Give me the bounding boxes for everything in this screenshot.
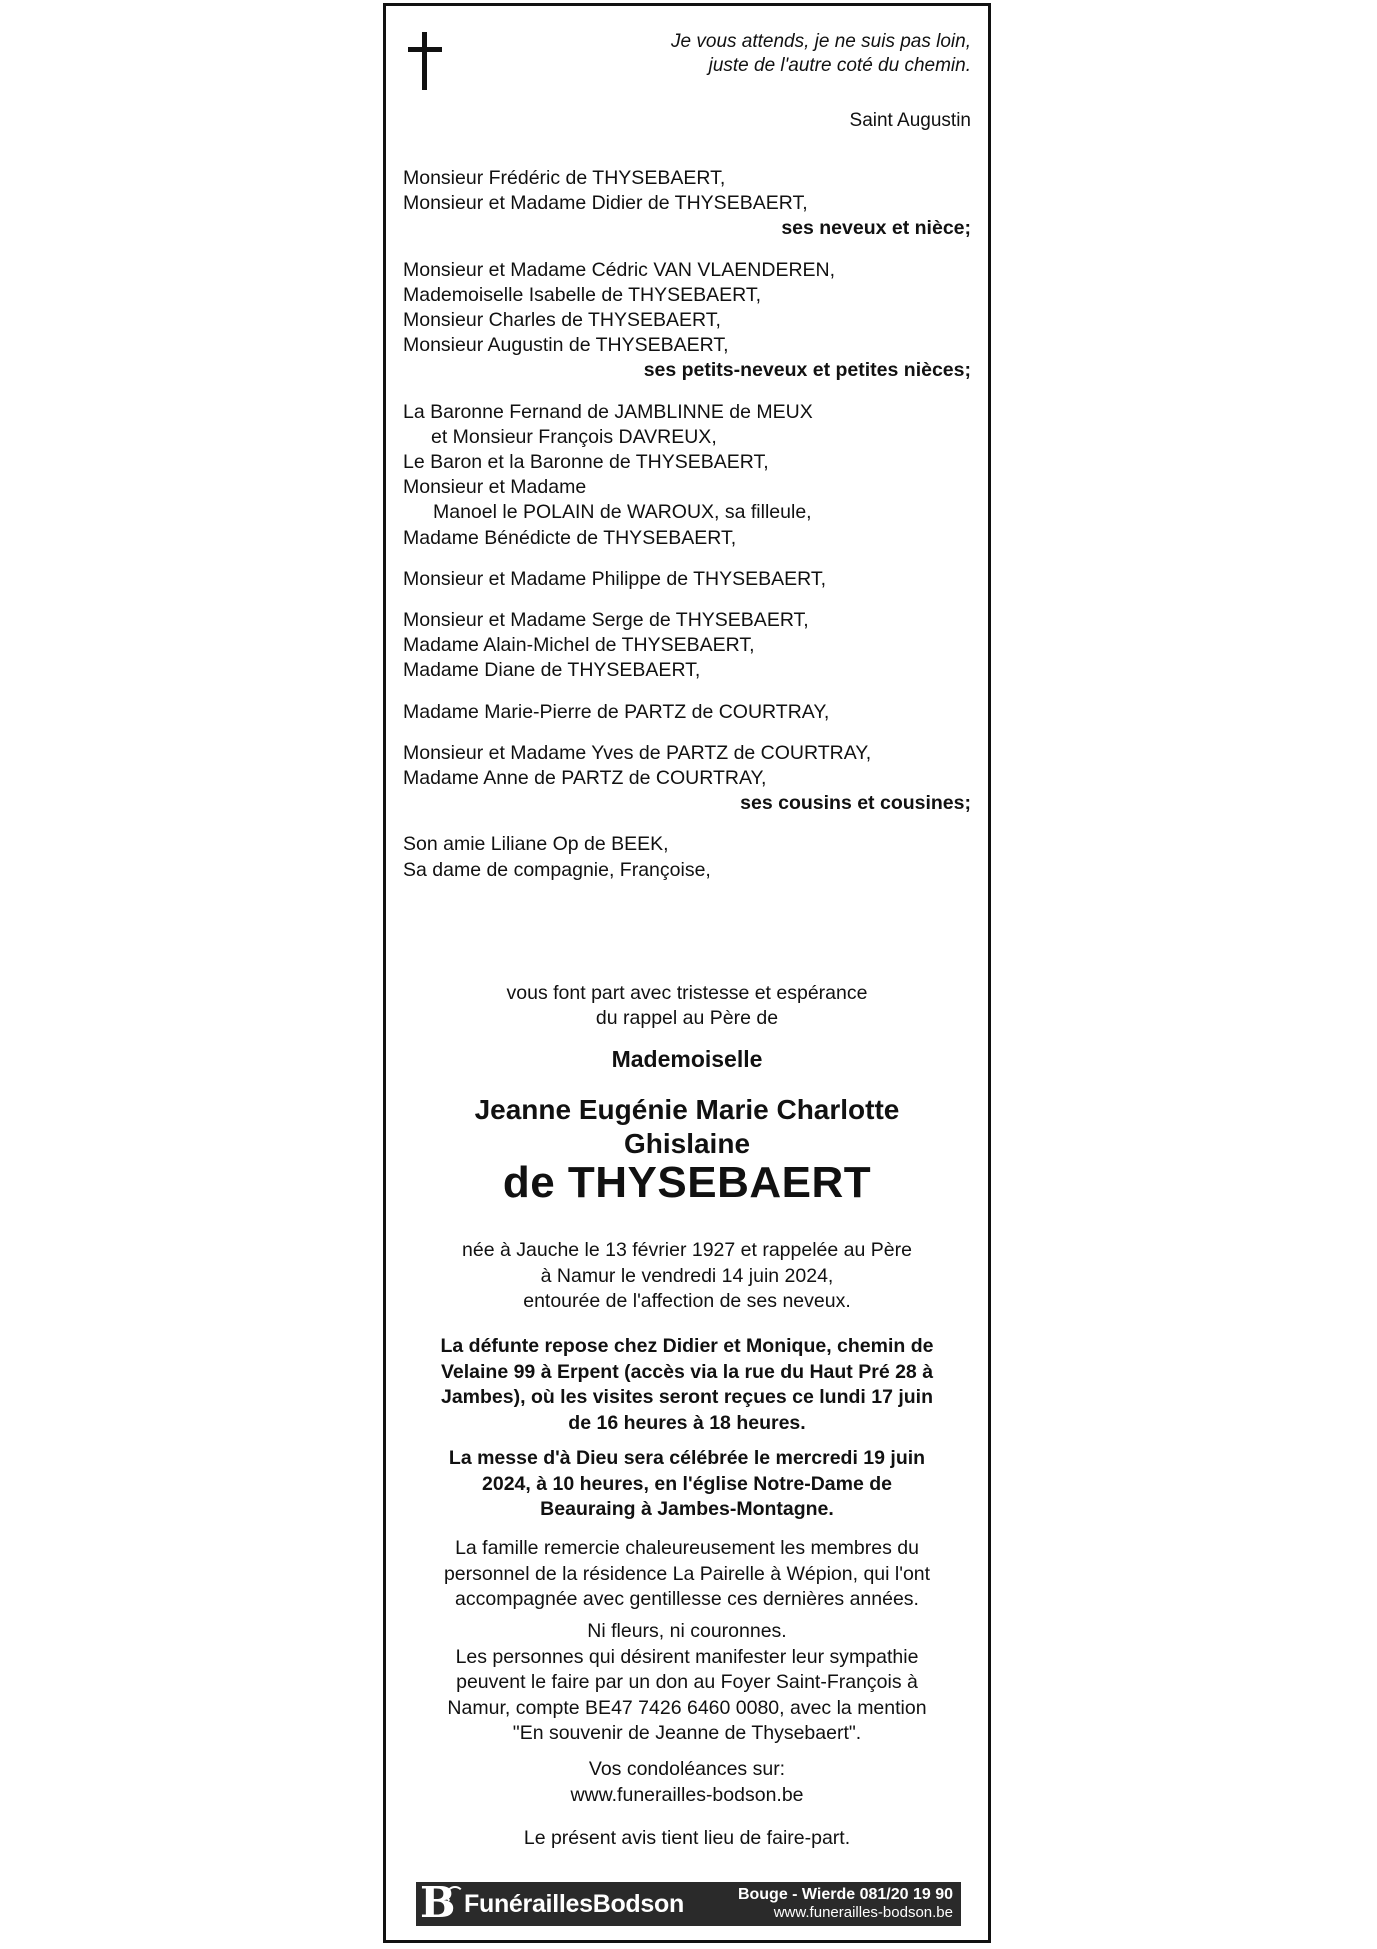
- family-group-grandnephews: [403, 258, 971, 384]
- relationship-label: ses neveux et nièce;: [781, 217, 971, 240]
- family-member: Madame Marie-Pierre de PARTZ de COURTRAY,: [403, 700, 830, 723]
- birth-death-info: [400, 1238, 974, 1315]
- family-member: et Monsieur François DAVREUX,: [431, 425, 717, 448]
- family-member: Monsieur et Madame Didier de THYSEBAERT,: [403, 192, 808, 215]
- family-member: Monsieur et Madame Yves de PARTZ de COURTRAY,: [403, 741, 872, 764]
- text-line: 2024, à 10 heures, en l'église Notre-Dame de: [482, 1472, 892, 1495]
- announcement-text: [400, 981, 974, 1031]
- text-line: à Namur le vendredi 14 juin 2024,: [540, 1264, 834, 1287]
- family-member: Sa dame de compagnie, Françoise,: [403, 858, 711, 881]
- family-member: Monsieur Charles de THYSEBAERT,: [403, 309, 721, 332]
- contact-block: [738, 1886, 953, 1922]
- visitation-info: [400, 1334, 974, 1436]
- donation-info: [400, 1619, 974, 1747]
- family-member: La Baronne Fernand de JAMBLINNE de MEUX: [403, 400, 813, 423]
- quote-line: juste de l'autre coté du chemin.: [708, 55, 971, 76]
- cross-icon: [406, 32, 444, 90]
- epigraph-quote: [671, 30, 971, 78]
- text-line: Beauraing à Jambes-Montagne.: [540, 1498, 834, 1520]
- family-group-cousins-4: [403, 700, 971, 725]
- family-group-cousins-1: [403, 400, 971, 551]
- quote-author: Saint Augustin: [849, 110, 971, 131]
- family-member: Monsieur et Madame Philippe de THYSEBAERT,: [403, 567, 827, 590]
- thanks-text: [400, 1536, 974, 1613]
- faire-part-note: Le présent avis tient lieu de faire-part.: [523, 1827, 851, 1849]
- text-line: Ni fleurs, ni couronnes.: [587, 1620, 787, 1642]
- text-line: La famille remercie chaleureusement les membres du: [455, 1537, 919, 1559]
- text-line: "En souvenir de Jeanne de Thysebaert".: [512, 1722, 862, 1744]
- family-member: Monsieur et Madame Cédric VAN VLAENDEREN,: [403, 258, 836, 281]
- text-line: vous font part avec tristesse et espérance: [506, 982, 868, 1004]
- family-group-friends: [403, 832, 971, 882]
- logo-letter: B: [420, 1878, 456, 1927]
- text-line: Ghislaine: [623, 1128, 751, 1159]
- text-line: née à Jauche le 13 février 1927 et rappelée au Père: [462, 1239, 912, 1261]
- family-member: Manoel le POLAIN de WAROUX, sa filleule,: [433, 501, 812, 524]
- family-member: Madame Diane de THYSEBAERT,: [403, 659, 701, 682]
- website-link[interactable]: www.funerailles-bodson.be: [773, 1904, 953, 1921]
- family-member: Madame Alain-Michel de THYSEBAERT,: [403, 634, 755, 657]
- text-line: La messe d'à Dieu sera célébrée le mercredi 19 juin: [448, 1447, 926, 1469]
- obituary-notice: [383, 3, 991, 1943]
- text-line: Jambes), où les visites seront reçues ce lundi 17 juin: [440, 1386, 934, 1408]
- family-list: [403, 166, 971, 899]
- family-member: Madame Bénédicte de THYSEBAERT,: [403, 526, 737, 549]
- family-member: Son amie Liliane Op de BEEK,: [403, 833, 669, 856]
- relationship-label: ses petits-neveux et petites nièces;: [643, 359, 971, 382]
- text-line: Jeanne Eugénie Marie Charlotte: [474, 1094, 900, 1125]
- text-line: Namur, compte BE47 7426 6460 0080, avec la mention: [447, 1696, 927, 1719]
- mass-info: [400, 1446, 974, 1523]
- text-line: La défunte repose chez Didier et Monique, chemin de: [440, 1335, 934, 1357]
- family-member: Monsieur et Madame: [403, 476, 587, 499]
- family-group-cousins-5: [403, 741, 971, 817]
- family-member: Monsieur Frédéric de THYSEBAERT,: [403, 167, 726, 189]
- condolences-info: [400, 1757, 974, 1808]
- family-group-nephews: [403, 166, 971, 242]
- family-group-cousins-2: [403, 567, 971, 592]
- text-line: entourée de l'affection de ses neveux.: [523, 1290, 851, 1312]
- relationship-label: ses cousins et cousines;: [740, 792, 971, 815]
- brand-name: FunéraillesBodson: [464, 1889, 684, 1918]
- text-line: accompagnée avec gentillesse ces dernières années.: [455, 1588, 919, 1610]
- funeral-home-banner: [416, 1878, 961, 1927]
- bodson-logo-icon: [416, 1878, 462, 1927]
- text-line: Les personnes qui désirent manifester leur sympathie: [455, 1645, 919, 1668]
- text-line: peuvent le faire par un don au Foyer Saint-François à: [456, 1671, 918, 1693]
- text-line: du rappel au Père de: [595, 1007, 779, 1029]
- family-member: Monsieur et Madame Serge de THYSEBAERT,: [403, 609, 809, 632]
- family-member: Madame Anne de PARTZ de COURTRAY,: [403, 767, 767, 790]
- text-line: Velaine 99 à Erpent (accès via la rue du Haut Pré 28 à: [440, 1360, 934, 1383]
- family-member: Monsieur Augustin de THYSEBAERT,: [403, 334, 729, 357]
- quote-line: Je vous attends, je ne suis pas loin,: [671, 31, 971, 52]
- family-member: Le Baron et la Baronne de THYSEBAERT,: [403, 451, 769, 474]
- text-line: Vos condoléances sur:: [588, 1758, 786, 1780]
- family-member: Mademoiselle Isabelle de THYSEBAERT,: [403, 283, 762, 306]
- text-line: de 16 heures à 18 heures.: [568, 1411, 806, 1434]
- text-line: personnel de la résidence La Pairelle à Wépion, qui l'ont: [443, 1562, 931, 1585]
- condolences-link[interactable]: www.funerailles-bodson.be: [570, 1783, 804, 1806]
- family-group-cousins-3: [403, 608, 971, 684]
- deceased-first-names: [400, 1093, 974, 1161]
- deceased-title: Mademoiselle: [611, 1046, 763, 1072]
- deceased-surname: de THYSEBAERT: [502, 1158, 872, 1207]
- location-phone: Bouge - Wierde 081/20 19 90: [737, 1886, 953, 1903]
